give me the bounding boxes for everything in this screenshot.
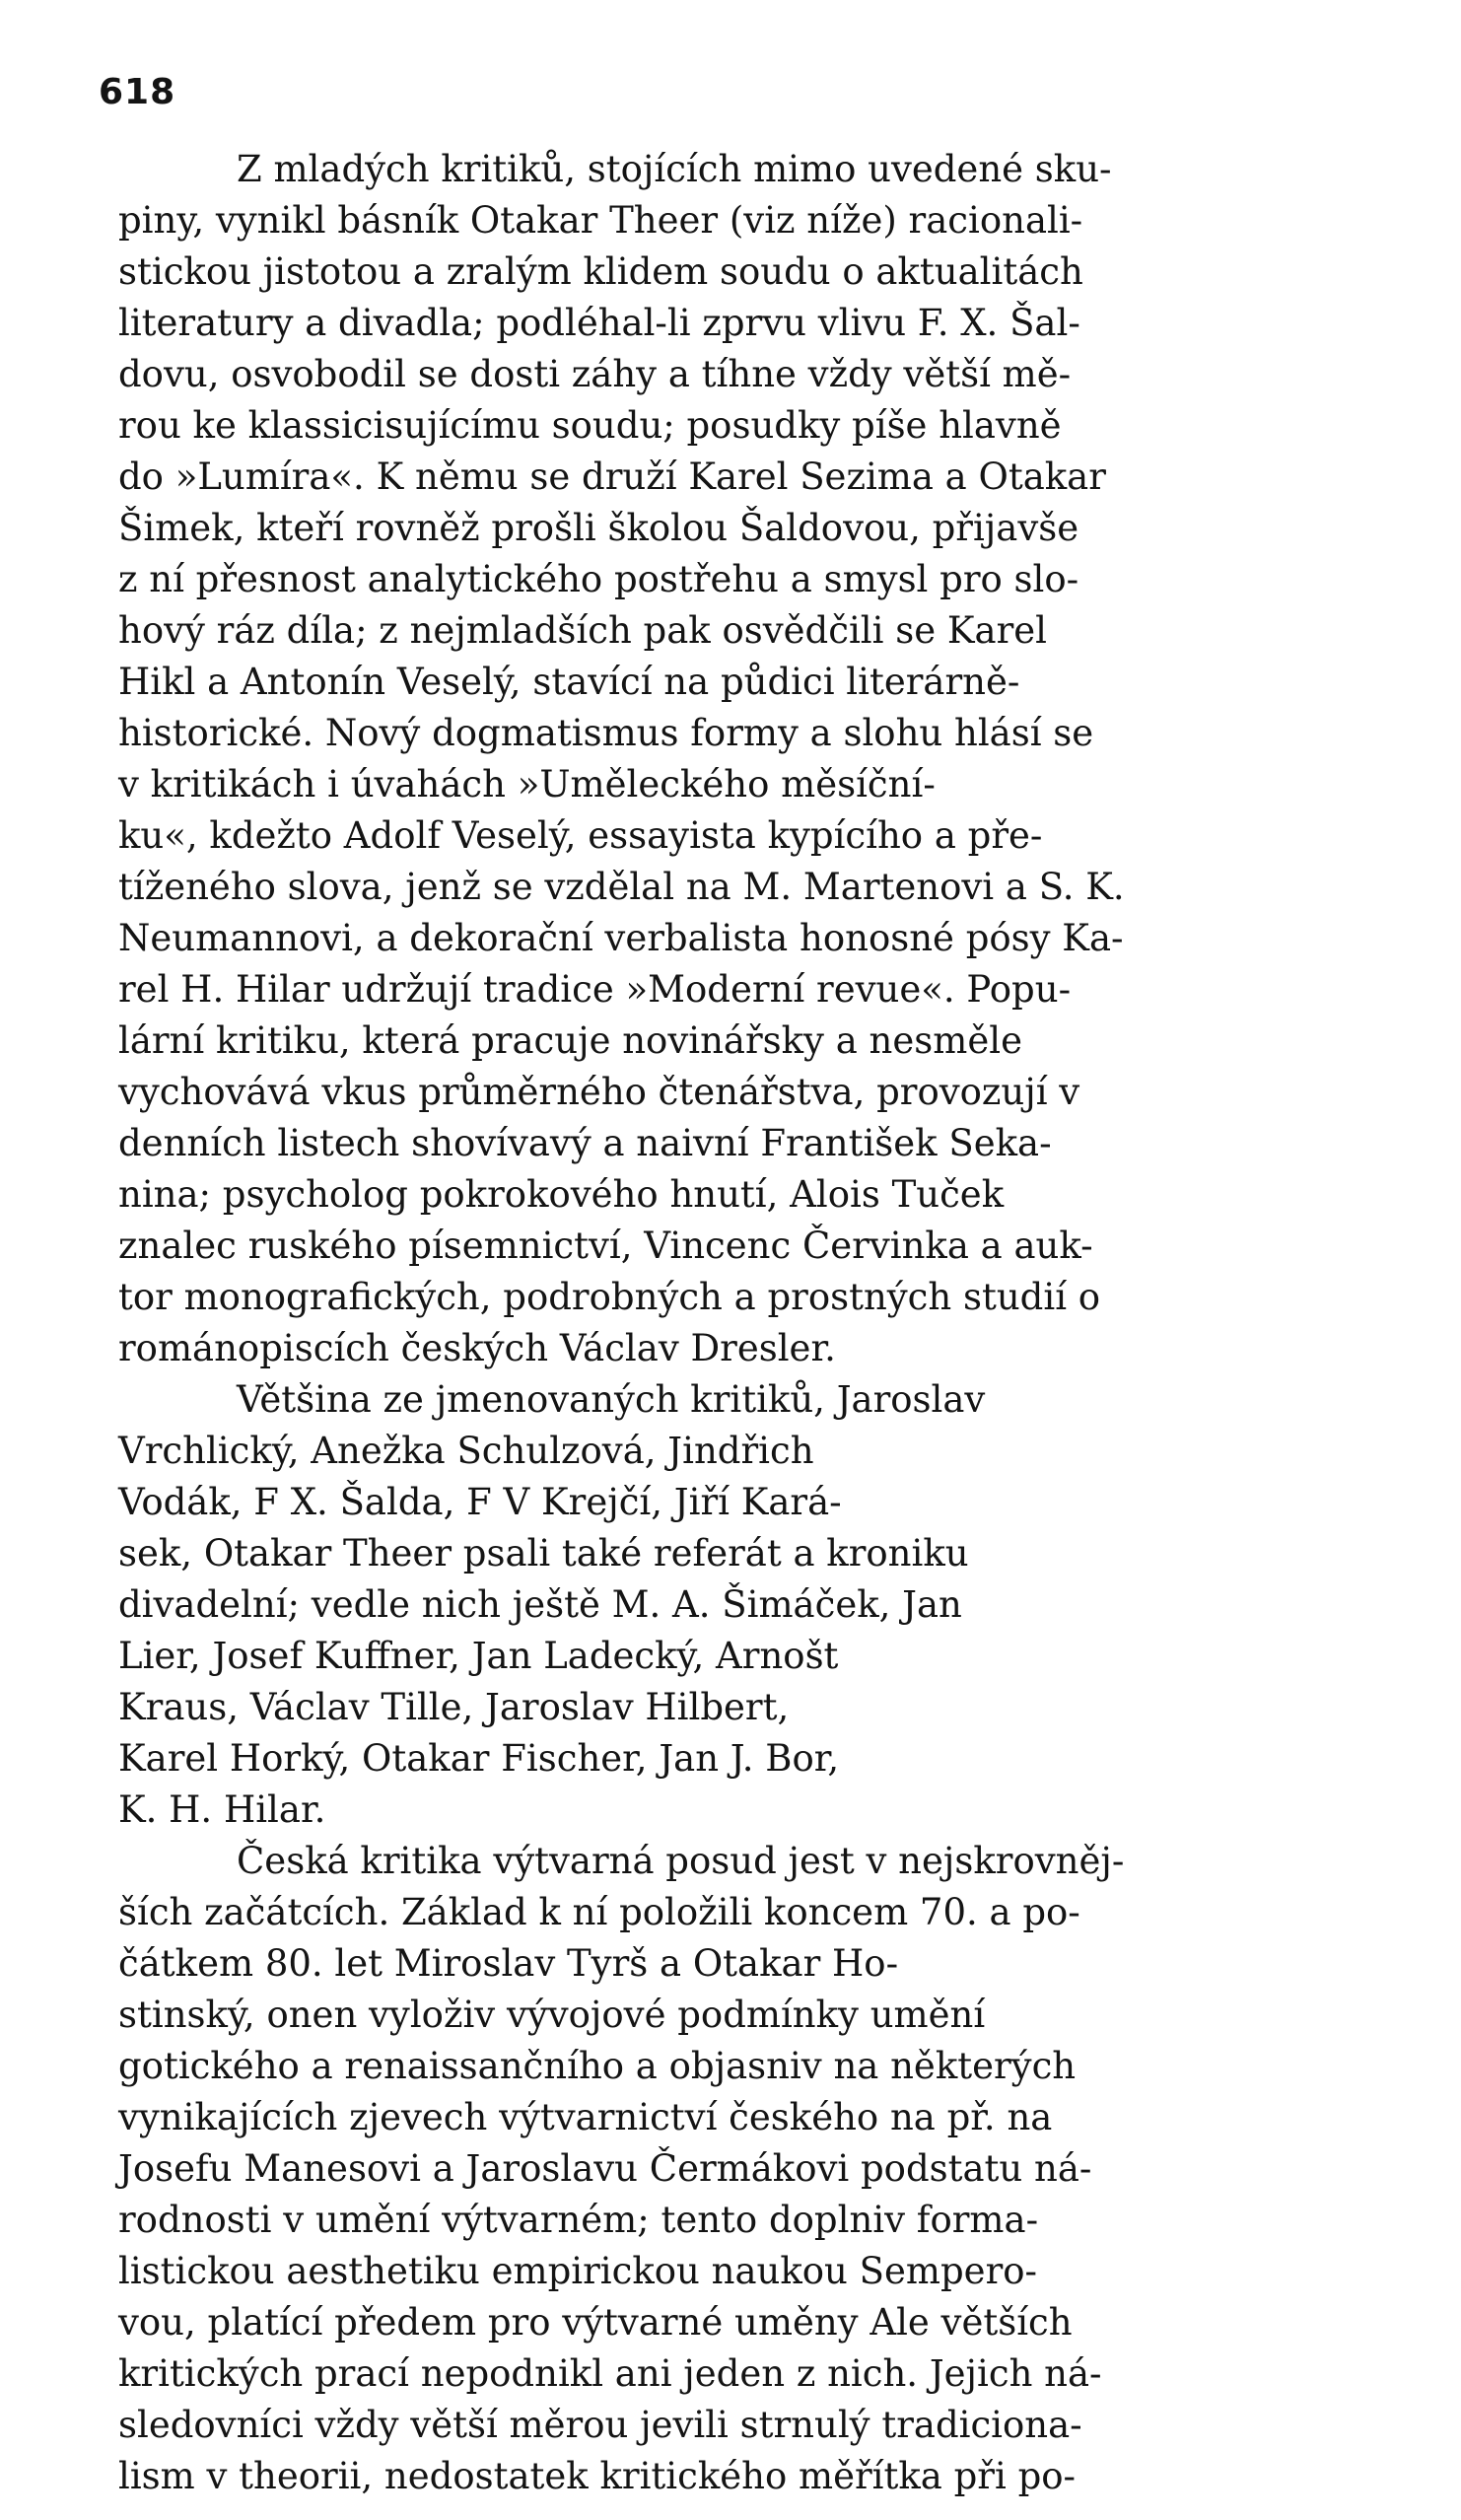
text-line: Kraus, Václav Tille, Jaroslav Hilbert, bbox=[118, 1686, 790, 1728]
page-number: 618 bbox=[99, 72, 176, 112]
text-line: rel H. Hilar udržují tradice »Moderní revue«. Popu- bbox=[118, 968, 1072, 1011]
text-line: listickou aesthetiku empirickou naukou Sempero- bbox=[118, 2250, 1038, 2292]
text-line: dovu, osvobodil se dosti záhy a tíhne vždy větší mě- bbox=[118, 353, 1072, 395]
text-line: K. H. Hilar. bbox=[118, 1788, 326, 1831]
text-line: historické. Nový dogmatismus formy a slohu hlásí se bbox=[118, 712, 1094, 754]
text-line: piny, vynikl básník Otakar Theer (viz níže) racionali- bbox=[118, 199, 1083, 242]
text-line: románopiscích českých Václav Dresler. bbox=[118, 1327, 836, 1369]
text-line: do »Lumíra«. K němu se druží Karel Sezima a Otakar bbox=[118, 455, 1106, 498]
text-line: denních listech shovívavý a naivní František Seka- bbox=[118, 1122, 1052, 1164]
text-line: Většina ze jmenovaných kritiků, Jaroslav bbox=[237, 1378, 986, 1421]
text-line: ku«, kdežto Adolf Veselý, essayista kypícího a pře- bbox=[118, 814, 1043, 857]
text-line: Josefu Manesovi a Jaroslavu Čermákovi podstatu ná- bbox=[118, 2147, 1092, 2190]
text-line: lární kritiku, která pracuje novinářsky a nesměle bbox=[118, 1019, 1022, 1062]
text-line: stickou jistotou a zralým klidem soudu o aktualitách bbox=[118, 250, 1083, 293]
text-line: divadelní; vedle nich ještě M. A. Šimáček, Jan bbox=[118, 1583, 962, 1626]
text-line: Z mladých kritiků, stojících mimo uvedené sku- bbox=[237, 148, 1112, 190]
text-line: Šimek, kteří rovněž prošli školou Šaldovou, přijavše bbox=[118, 507, 1079, 549]
text-line: Hikl a Antonín Veselý, stavící na půdici literárně- bbox=[118, 661, 1020, 703]
text-line: tíženého slova, jenž se vzdělal na M. Martenovi a S. K. bbox=[118, 866, 1125, 908]
text-line: hový ráz díla; z nejmladších pak osvědčili se Karel bbox=[118, 609, 1047, 652]
text-line: Neumannovi, a dekorační verbalista honosné pósy Ka- bbox=[118, 917, 1124, 959]
text-line: nina; psycholog pokrokového hnutí, Alois Tuček bbox=[118, 1173, 1005, 1216]
text-line: v kritikách i úvahách »Uměleckého měsíční- bbox=[118, 763, 936, 805]
text-line: literatury a divadla; podléhal-li zprvu vlivu F. X. Šal- bbox=[118, 302, 1080, 344]
text-line: gotického a renaissančního a objasniv na některých bbox=[118, 2045, 1077, 2087]
text-line: kritických prací nepodnikl ani jeden z nich. Jejich ná- bbox=[118, 2352, 1102, 2395]
text-line: znalec ruského písemnictví, Vincenc Červinka a auk- bbox=[118, 1225, 1093, 1267]
text-line: rou ke klassicisujícímu soudu; posudky píše hlavně bbox=[118, 404, 1062, 447]
text-line: z ní přesnost analytického postřehu a smysl pro slo- bbox=[118, 558, 1079, 600]
text-line: Vrchlický, Anežka Schulzová, Jindřich bbox=[118, 1430, 814, 1472]
text-line: rodnosti v umění výtvarném; tento doplniv forma- bbox=[118, 2199, 1039, 2241]
text-line: lism v theorii, nedostatek kritického měřítka při po- bbox=[118, 2455, 1077, 2497]
text-line: Karel Horký, Otakar Fischer, Jan J. Bor, bbox=[118, 1737, 840, 1780]
text-line: sledovníci vždy větší měrou jevili strnulý tradiciona- bbox=[118, 2404, 1082, 2446]
text-line: Vodák, F X. Šalda, F V Krejčí, Jiří Kará- bbox=[118, 1481, 842, 1523]
text-line: čátkem 80. let Miroslav Tyrš a Otakar Ho- bbox=[118, 1942, 899, 1985]
text-line: stinský, onen vyloživ vývojové podmínky umění bbox=[118, 1994, 986, 2036]
text-line: Lier, Josef Kuffner, Jan Ladecký, Arnošt bbox=[118, 1635, 839, 1677]
text-line: tor monografických, podrobných a prostných studií o bbox=[118, 1276, 1101, 1318]
text-line: Česká kritika výtvarná posud jest v nejskrovněj- bbox=[237, 1840, 1125, 1882]
text-line: vynikajících zjevech výtvarnictví českého na př. na bbox=[118, 2096, 1053, 2138]
text-line: vychovává vkus průměrného čtenářstva, provozují v bbox=[118, 1071, 1080, 1113]
text-line: ších začátcích. Základ k ní položili koncem 70. a po- bbox=[118, 1891, 1080, 1933]
text-line: sek, Otakar Theer psali také referát a kroniku bbox=[118, 1532, 969, 1575]
text-line: vou, platící předem pro výtvarné uměny Ale větších bbox=[118, 2301, 1073, 2344]
